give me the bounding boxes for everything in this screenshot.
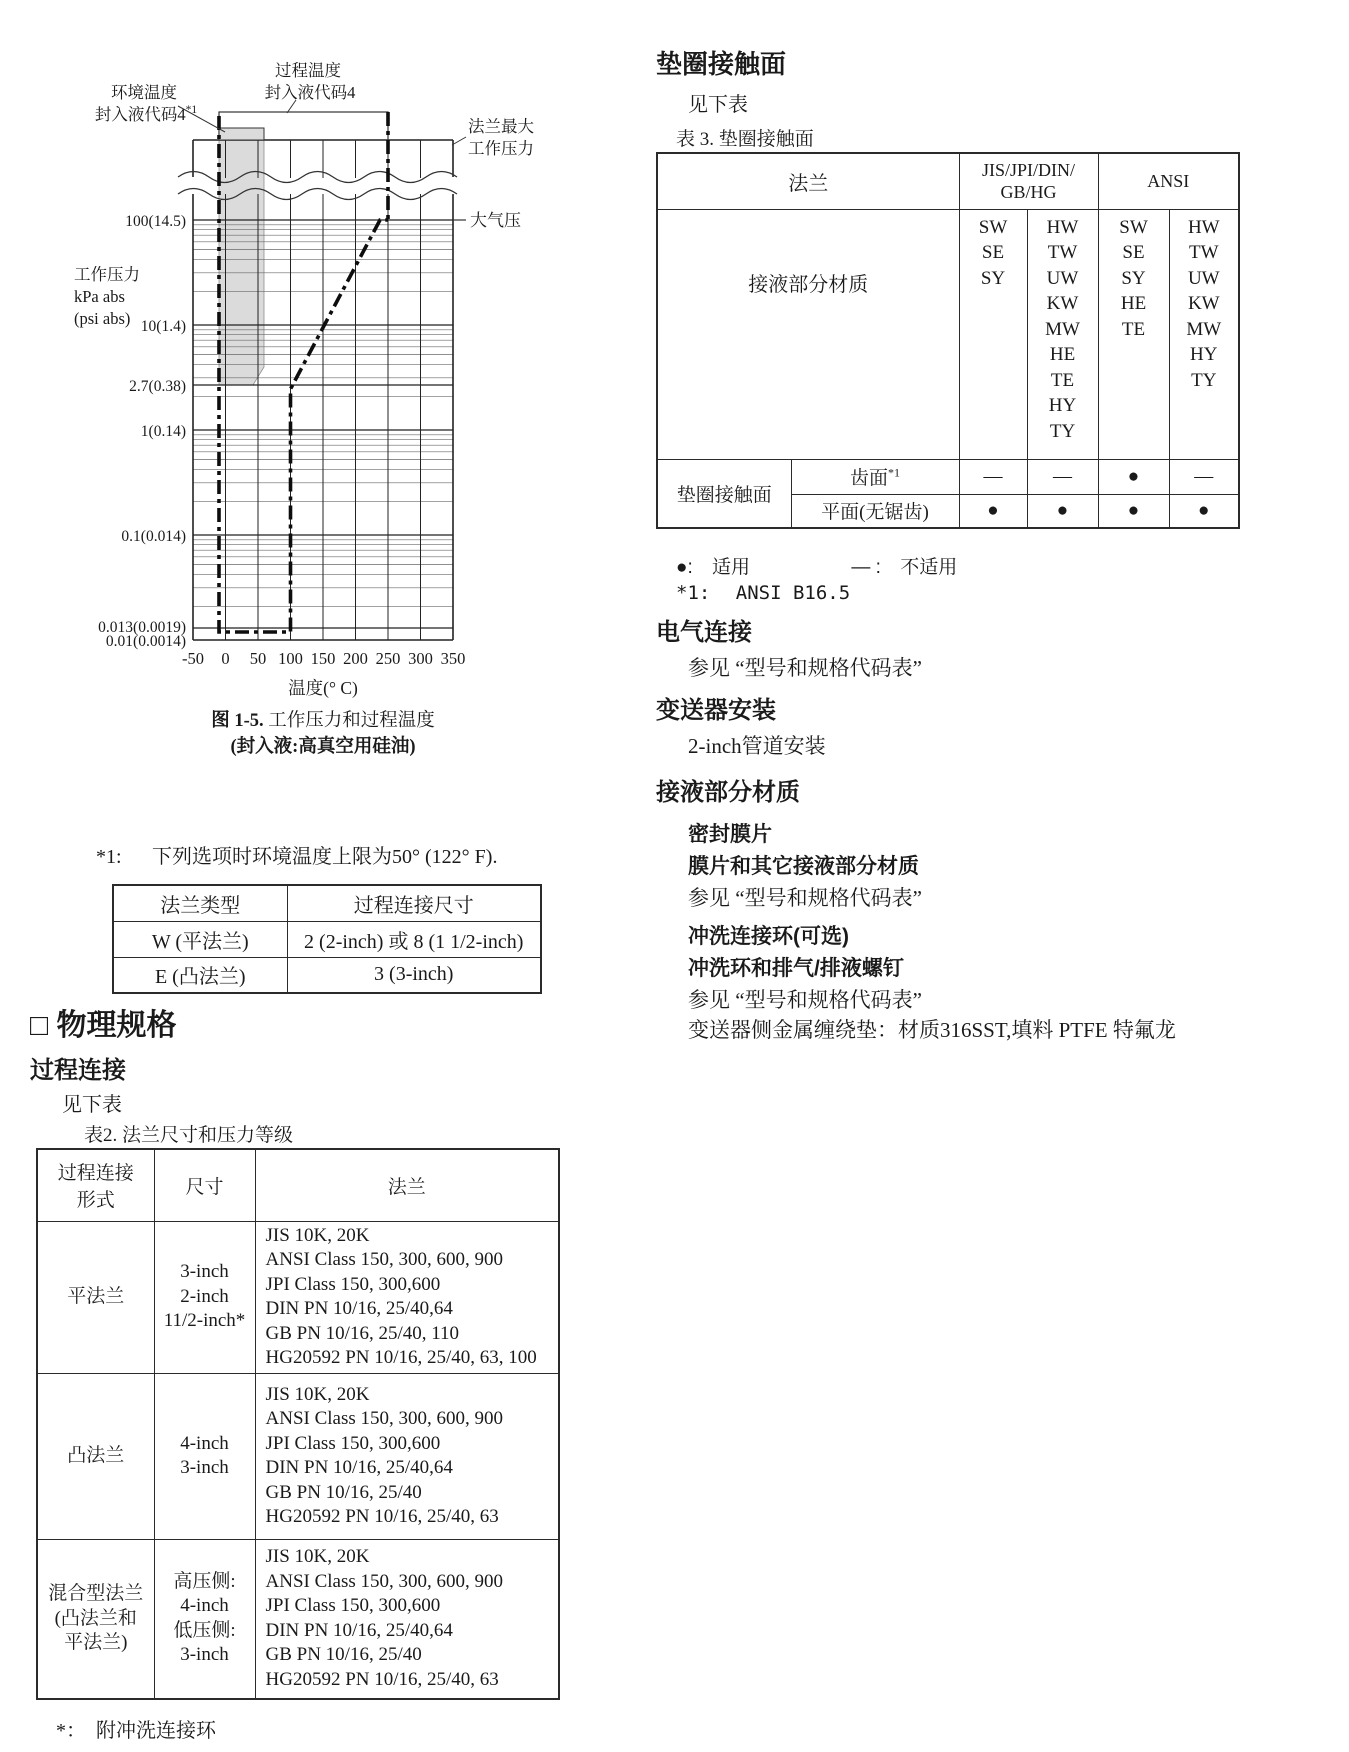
flange-type-table xyxy=(112,884,542,994)
atmosphere-label: 大气压 xyxy=(470,211,521,230)
cell-value: ● xyxy=(1098,494,1169,528)
cell-codes-jis-b: HW TW UW KW MW HE TE HY TY xyxy=(1027,209,1098,459)
note-marker: *1: xyxy=(676,582,711,604)
table-row-convex-flange xyxy=(37,1373,559,1539)
flange-type-w: W (平法兰) xyxy=(113,921,287,957)
table3-legend xyxy=(676,552,957,579)
cell-value: — xyxy=(1169,459,1239,494)
figure-caption: 图 1-5. 工作压力和过程温度 xyxy=(211,711,435,731)
cell-sizes: 3-inch 2-inch 11/2-inch* xyxy=(154,1221,255,1373)
cell-value: — xyxy=(1027,459,1098,494)
table3-title: 表 3. 垫圈接触面 xyxy=(676,129,814,150)
cell-flanges: JIS 10K, 20K ANSI Class 150, 300, 600, 900 JPI Class 150, 300,600 DIN PN 10/16, 25/40,64 GB PN 10/16, 25/40 HG20592 PN 10/16, 25/40, 63 xyxy=(255,1539,559,1699)
cell-flanges: JIS 10K, 20K ANSI Class 150, 300, 600, 900 JPI Class 150, 300,600 DIN PN 10/16, 25/40,64 GB PN 10/16, 25/40, 110 HG20592 PN 10/16, 25/40, 63, 100 xyxy=(255,1221,559,1373)
process-size-header: 过程连接尺寸 xyxy=(287,885,541,921)
process-temp-annotation: 过程温度 封入液代码4 xyxy=(264,61,356,102)
wetted-gasket-material: 变送器侧金属缠绕垫：材质316SST,填料 PTFE 特氟龙 xyxy=(688,1018,1176,1042)
x-tick--50: -50 xyxy=(182,649,204,668)
table2-footnote-marker: *： xyxy=(56,1720,86,1742)
figure-caption-sub: (封入液:高真空用硅油) xyxy=(230,737,416,757)
x-tick-150: 150 xyxy=(310,649,336,668)
y-tick-0p1: 0.1(0.014) xyxy=(121,528,186,545)
table-row-flat-flange xyxy=(37,1221,559,1373)
table-row-wetted-material xyxy=(657,209,1239,459)
mounting-body: 2-inch管道安装 xyxy=(688,734,826,758)
cell-flanges: JIS 10K, 20K ANSI Class 150, 300, 600, 900 JPI Class 150, 300,600 DIN PN 10/16, 25/40,64 GB PN 10/16, 25/40 HG20592 PN 10/16, 25/40, 63 xyxy=(255,1373,559,1539)
serrated-footnote-marker: *1 xyxy=(888,465,900,480)
cell-serrated-label: 齿面$^{*1}$ xyxy=(791,459,959,494)
applicable-symbol: ●: xyxy=(676,557,693,578)
flange-type-header: 法兰类型 xyxy=(113,885,287,921)
physical-spec-heading xyxy=(30,1000,176,1044)
table2-footnote xyxy=(56,1714,216,1743)
flange-size-pressure-table xyxy=(36,1148,560,1700)
table3-note xyxy=(676,582,850,604)
x-tick-200: 200 xyxy=(343,649,368,668)
process-connection-heading: 过程连接 xyxy=(30,1057,126,1084)
footnote-marker: *1: xyxy=(96,846,122,868)
flange-type-w-size: 2 (2-inch) 或 8 (1 1/2-inch) xyxy=(287,921,541,957)
wetted-see-ref-1: 参见 “型号和规格代码表” xyxy=(688,886,922,910)
gasket-heading: 垫圈接触面 xyxy=(656,49,787,79)
y-tick-100: 100(14.5) xyxy=(125,213,186,230)
ambient-temp-bracket xyxy=(219,128,264,140)
flange-type-e: E (凸法兰) xyxy=(113,957,287,993)
wetted-see-ref-2: 参见 “型号和规格代码表” xyxy=(688,988,922,1012)
header-ansi: ANSI xyxy=(1098,153,1239,209)
see-table-below: 见下表 xyxy=(62,1094,122,1116)
table2-footnote-text: 附冲洗连接环 xyxy=(96,1720,216,1742)
table-row-serrated xyxy=(657,459,1239,494)
note-text: ANSI B16.5 xyxy=(735,582,851,604)
figure-footnote xyxy=(96,840,556,869)
electrical-body: 参见 “型号和规格代码表” xyxy=(688,656,922,680)
gasket-see-below: 见下表 xyxy=(688,94,748,116)
wetted-flush-ring: 冲洗连接环(可选) xyxy=(688,925,849,948)
cell-sizes: 高压侧: 4-inch 低压侧: 3-inch xyxy=(154,1539,255,1699)
flange-max-leader-line xyxy=(452,137,466,145)
x-tick-0: 0 xyxy=(221,649,230,668)
cell-value: — xyxy=(959,459,1027,494)
cell-wetted-material-label: 接液部分材质 xyxy=(657,209,959,459)
table-header-row xyxy=(37,1149,559,1221)
header-connection-type: 过程连接 形式 xyxy=(37,1149,154,1221)
table2-title: 表2. 法兰尺寸和压力等级 xyxy=(84,1125,294,1146)
pressure-temperature-chart xyxy=(28,40,573,780)
square-marker-icon: □ xyxy=(30,1009,49,1042)
y-tick-1: 1(0.14) xyxy=(140,423,186,440)
x-axis-label: 温度(° C) xyxy=(288,678,358,698)
cell-value: ● xyxy=(1027,494,1098,528)
cell-sizes: 4-inch 3-inch xyxy=(154,1373,255,1539)
y-axis-label: 工作压力 kPa abs (psi abs) xyxy=(74,265,140,328)
x-tick-50: 50 xyxy=(249,649,267,668)
gasket-contact-table xyxy=(656,152,1240,529)
flange-max-annotation: 法兰最大 工作压力 xyxy=(468,117,534,158)
header-size: 尺寸 xyxy=(154,1149,255,1221)
cell-value: ● xyxy=(1169,494,1239,528)
cell-type: 凸法兰 xyxy=(37,1373,154,1539)
cell-flat-label: 平面(无锯齿) xyxy=(791,494,959,528)
y-tick-0p01: 0.01(0.0014) xyxy=(105,633,186,650)
table-row xyxy=(113,885,541,921)
header-flange: 法兰 xyxy=(255,1149,559,1221)
table-header-row xyxy=(657,153,1239,209)
header-flange: 法兰 xyxy=(657,153,959,209)
applicable-label: 适用 xyxy=(712,557,751,578)
mounting-heading: 变送器安装 xyxy=(656,697,776,724)
cell-value: ● xyxy=(1098,459,1169,494)
wetted-diaphragm-others: 膜片和其它接液部分材质 xyxy=(688,855,919,878)
cell-gasket-contact-label: 垫圈接触面 xyxy=(657,459,791,528)
y-tick-10: 10(1.4) xyxy=(140,318,186,335)
header-jis-jpi-din-gb-hg: JIS/JPI/DIN/ GB/HG xyxy=(959,153,1098,209)
cell-value: ● xyxy=(959,494,1027,528)
x-tick-100: 100 xyxy=(278,649,303,668)
x-tick-350: 350 xyxy=(440,649,466,668)
footnote-text: 下列选项时环境温度上限为50° (122° F). xyxy=(152,846,498,868)
ambient-temp-annotation: 环境温度 封入液代码4$^{*1}$ xyxy=(94,83,198,124)
table-row xyxy=(113,921,541,957)
x-tick-300: 300 xyxy=(408,649,433,668)
na-symbol: — : xyxy=(851,557,881,578)
y-tick-2p7: 2.7(0.38) xyxy=(129,378,186,395)
cell-type: 混合型法兰 (凸法兰和 平法兰) xyxy=(37,1539,154,1699)
cell-codes-ansi-b: HW TW UW KW MW HY TY xyxy=(1169,209,1239,459)
wetted-heading: 接液部分材质 xyxy=(656,779,800,806)
table-row xyxy=(113,957,541,993)
na-label: 不适用 xyxy=(900,557,958,578)
wetted-seal-diaphragm: 密封膜片 xyxy=(688,823,772,846)
cell-type: 平法兰 xyxy=(37,1221,154,1373)
y-tick-0p013: 0.013(0.0019) xyxy=(98,619,186,636)
physical-spec-title: 物理规格 xyxy=(56,1009,177,1042)
x-tick-250: 250 xyxy=(375,649,401,668)
cell-codes-ansi-a: SW SE SY HE TE xyxy=(1098,209,1169,459)
electrical-heading: 电气连接 xyxy=(656,619,752,646)
flange-type-e-size: 3 (3-inch) xyxy=(287,957,541,993)
table-row-mixed-flange xyxy=(37,1539,559,1699)
cell-codes-jis-a: SW SE SY xyxy=(959,209,1027,459)
wetted-flush-vent-drain: 冲洗环和排气/排液螺钉 xyxy=(688,957,904,980)
